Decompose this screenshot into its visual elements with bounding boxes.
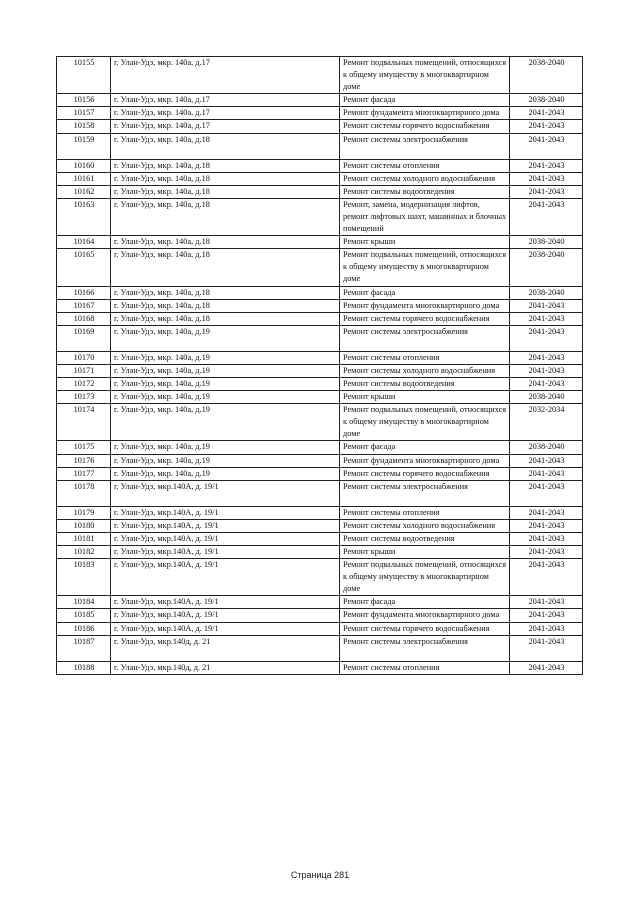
row-number: 10186 — [57, 622, 111, 635]
row-address: г. Улан-Удэ, мкр.140д, д. 21 — [111, 635, 340, 661]
row-work-type: Ремонт крыши — [340, 546, 510, 559]
row-period: 2041-2043 — [510, 609, 583, 622]
row-address: г. Улан-Удэ, мкр.140А, д. 19/1 — [111, 519, 340, 532]
table-row — [57, 546, 583, 559]
row-work-type: Ремонт системы отопления — [340, 506, 510, 519]
row-work-type: Ремонт подвальных помещений, относящихся к общему имуществу в многоквартирном доме — [340, 404, 510, 441]
row-period: 2041-2043 — [510, 159, 583, 172]
table-row — [57, 286, 583, 299]
row-number: 10178 — [57, 480, 111, 506]
table-row — [57, 596, 583, 609]
table-row — [57, 622, 583, 635]
table-row — [57, 236, 583, 249]
row-number: 10159 — [57, 133, 111, 159]
row-number: 10187 — [57, 635, 111, 661]
row-address: г. Улан-Удэ, мкр. 140а, д.18 — [111, 312, 340, 325]
row-number: 10177 — [57, 467, 111, 480]
row-address: г. Улан-Удэ, мкр. 140а, д.19 — [111, 325, 340, 351]
table-row — [57, 454, 583, 467]
table-row — [57, 404, 583, 441]
row-address: г. Улан-Удэ, мкр. 140а, д.17 — [111, 107, 340, 120]
row-work-type: Ремонт системы электроснабжения — [340, 635, 510, 661]
table-row — [57, 159, 583, 172]
row-work-type: Ремонт подвальных помещений, относящихся к общему имуществу в многоквартирном доме — [340, 57, 510, 94]
row-period: 2041-2043 — [510, 312, 583, 325]
row-period: 2041-2043 — [510, 454, 583, 467]
row-period: 2041-2043 — [510, 635, 583, 661]
row-period: 2041-2043 — [510, 299, 583, 312]
row-work-type: Ремонт фундамента многоквартирного дома — [340, 107, 510, 120]
page-number: Страница 281 — [290, 870, 350, 880]
row-address: г. Улан-Удэ, мкр. 140а, д.19 — [111, 454, 340, 467]
row-address: г. Улан-Удэ, мкр. 140а, д.18 — [111, 299, 340, 312]
row-period: 2041-2043 — [510, 120, 583, 133]
row-address: г. Улан-Удэ, мкр.140А, д. 19/1 — [111, 506, 340, 519]
row-number: 10156 — [57, 94, 111, 107]
table-row — [57, 312, 583, 325]
row-address: г. Улан-Удэ, мкр.140А, д. 19/1 — [111, 622, 340, 635]
row-number: 10183 — [57, 559, 111, 596]
row-address: г. Улан-Удэ, мкр. 140а, д.19 — [111, 404, 340, 441]
table-row — [57, 198, 583, 235]
row-period: 2032-2034 — [510, 404, 583, 441]
table-row — [57, 94, 583, 107]
row-period: 2041-2043 — [510, 596, 583, 609]
row-period: 2041-2043 — [510, 325, 583, 351]
row-period: 2041-2043 — [510, 559, 583, 596]
row-address: г. Улан-Удэ, мкр. 140а, д.18 — [111, 159, 340, 172]
row-number: 10162 — [57, 185, 111, 198]
row-number: 10175 — [57, 441, 111, 454]
row-work-type: Ремонт системы электроснабжения — [340, 133, 510, 159]
row-work-type: Ремонт системы водоотведения — [340, 377, 510, 390]
row-address: г. Улан-Удэ, мкр. 140а, д.17 — [111, 120, 340, 133]
table-row — [57, 120, 583, 133]
row-work-type: Ремонт системы электроснабжения — [340, 480, 510, 506]
row-period: 2041-2043 — [510, 519, 583, 532]
row-work-type: Ремонт фундамента многоквартирного дома — [340, 609, 510, 622]
row-period: 2041-2043 — [510, 198, 583, 235]
table-row — [57, 391, 583, 404]
row-address: г. Улан-Удэ, мкр.140д, д. 21 — [111, 661, 340, 674]
row-period: 2041-2043 — [510, 133, 583, 159]
row-address: г. Улан-Удэ, мкр. 140а, д.17 — [111, 94, 340, 107]
row-number: 10155 — [57, 57, 111, 94]
row-number: 10167 — [57, 299, 111, 312]
row-period: 2041-2043 — [510, 622, 583, 635]
table-row — [57, 325, 583, 351]
row-number: 10164 — [57, 236, 111, 249]
row-address: г. Улан-Удэ, мкр. 140а, д.18 — [111, 172, 340, 185]
row-period: 2041-2043 — [510, 467, 583, 480]
row-work-type: Ремонт фасада — [340, 596, 510, 609]
table-body — [57, 57, 583, 675]
row-number: 10179 — [57, 506, 111, 519]
table-row — [57, 661, 583, 674]
row-address: г. Улан-Удэ, мкр. 140а, д.18 — [111, 249, 340, 286]
row-number: 10168 — [57, 312, 111, 325]
table-row — [57, 532, 583, 545]
row-address: г. Улан-Удэ, мкр.140А, д. 19/1 — [111, 596, 340, 609]
row-work-type: Ремонт фундамента многоквартирного дома — [340, 299, 510, 312]
row-period: 2038-2040 — [510, 286, 583, 299]
row-period: 2041-2043 — [510, 107, 583, 120]
row-period: 2038-2040 — [510, 57, 583, 94]
table-row — [57, 299, 583, 312]
repair-schedule-table — [56, 56, 583, 675]
table-row — [57, 364, 583, 377]
row-number: 10166 — [57, 286, 111, 299]
row-number: 10165 — [57, 249, 111, 286]
row-work-type: Ремонт системы горячего водоснабжения — [340, 312, 510, 325]
row-address: г. Улан-Удэ, мкр.140А, д. 19/1 — [111, 532, 340, 545]
row-work-type: Ремонт системы холодного водоснабжения — [340, 172, 510, 185]
row-number: 10171 — [57, 364, 111, 377]
table-row — [57, 559, 583, 596]
row-period: 2041-2043 — [510, 377, 583, 390]
row-work-type: Ремонт системы отопления — [340, 159, 510, 172]
row-work-type: Ремонт фасада — [340, 441, 510, 454]
row-address: г. Улан-Удэ, мкр. 140а, д.19 — [111, 441, 340, 454]
table-row — [57, 133, 583, 159]
row-address: г. Улан-Удэ, мкр.140А, д. 19/1 — [111, 559, 340, 596]
row-address: г. Улан-Удэ, мкр. 140а, д.19 — [111, 364, 340, 377]
row-number: 10184 — [57, 596, 111, 609]
table-row — [57, 506, 583, 519]
row-address: г. Улан-Удэ, мкр.140А, д. 19/1 — [111, 480, 340, 506]
table-row — [57, 107, 583, 120]
table-row — [57, 377, 583, 390]
row-period: 2038-2040 — [510, 391, 583, 404]
row-number: 10180 — [57, 519, 111, 532]
row-address: г. Улан-Удэ, мкр. 140а, д.18 — [111, 133, 340, 159]
row-period: 2041-2043 — [510, 351, 583, 364]
row-number: 10176 — [57, 454, 111, 467]
row-work-type: Ремонт системы горячего водоснабжения — [340, 467, 510, 480]
row-period: 2038-2040 — [510, 441, 583, 454]
row-address: г. Улан-Удэ, мкр.140А, д. 19/1 — [111, 546, 340, 559]
row-period: 2041-2043 — [510, 172, 583, 185]
table-row — [57, 249, 583, 286]
row-period: 2041-2043 — [510, 364, 583, 377]
row-number: 10158 — [57, 120, 111, 133]
table-row — [57, 635, 583, 661]
row-number: 10157 — [57, 107, 111, 120]
table-row — [57, 351, 583, 364]
row-number: 10170 — [57, 351, 111, 364]
row-work-type: Ремонт системы холодного водоснабжения — [340, 364, 510, 377]
row-address: г. Улан-Удэ, мкр.140А, д. 19/1 — [111, 609, 340, 622]
row-work-type: Ремонт, замена, модернизация лифтов, ремонт лифтовых шахт, машинных и блочных помещений — [340, 198, 510, 235]
row-work-type: Ремонт фундамента многоквартирного дома — [340, 454, 510, 467]
row-number: 10182 — [57, 546, 111, 559]
table-row — [57, 57, 583, 94]
row-work-type: Ремонт системы отопления — [340, 351, 510, 364]
row-number: 10185 — [57, 609, 111, 622]
row-work-type: Ремонт системы отопления — [340, 661, 510, 674]
row-number: 10173 — [57, 391, 111, 404]
row-number: 10169 — [57, 325, 111, 351]
row-work-type: Ремонт подвальных помещений, относящихся к общему имуществу в многоквартирном доме — [340, 249, 510, 286]
row-period: 2038-2040 — [510, 236, 583, 249]
row-address: г. Улан-Удэ, мкр. 140а, д.19 — [111, 467, 340, 480]
row-number: 10163 — [57, 198, 111, 235]
row-work-type: Ремонт системы горячего водоснабжения — [340, 120, 510, 133]
table-row — [57, 185, 583, 198]
row-work-type: Ремонт системы холодного водоснабжения — [340, 519, 510, 532]
row-work-type: Ремонт фасада — [340, 286, 510, 299]
row-period: 2038-2040 — [510, 249, 583, 286]
table-row — [57, 609, 583, 622]
row-work-type: Ремонт системы электроснабжения — [340, 325, 510, 351]
row-work-type: Ремонт системы горячего водоснабжения — [340, 622, 510, 635]
row-address: г. Улан-Удэ, мкр. 140а, д.17 — [111, 57, 340, 94]
row-address: г. Улан-Удэ, мкр. 140а, д.18 — [111, 198, 340, 235]
row-work-type: Ремонт крыши — [340, 236, 510, 249]
table-row — [57, 480, 583, 506]
row-work-type: Ремонт крыши — [340, 391, 510, 404]
row-work-type: Ремонт подвальных помещений, относящихся к общему имуществу в многоквартирном доме — [340, 559, 510, 596]
row-address: г. Улан-Удэ, мкр. 140а, д.18 — [111, 185, 340, 198]
row-address: г. Улан-Удэ, мкр. 140а, д.19 — [111, 391, 340, 404]
row-number: 10174 — [57, 404, 111, 441]
table-row — [57, 172, 583, 185]
row-period: 2041-2043 — [510, 661, 583, 674]
row-period: 2041-2043 — [510, 185, 583, 198]
row-period: 2038-2040 — [510, 94, 583, 107]
row-number: 10188 — [57, 661, 111, 674]
document-page — [56, 56, 582, 675]
row-work-type: Ремонт системы водоотведения — [340, 185, 510, 198]
table-row — [57, 519, 583, 532]
row-work-type: Ремонт фасада — [340, 94, 510, 107]
row-number: 10160 — [57, 159, 111, 172]
row-period: 2041-2043 — [510, 480, 583, 506]
row-period: 2041-2043 — [510, 532, 583, 545]
row-address: г. Улан-Удэ, мкр. 140а, д.19 — [111, 377, 340, 390]
row-work-type: Ремонт системы водоотведения — [340, 532, 510, 545]
row-number: 10181 — [57, 532, 111, 545]
row-period: 2041-2043 — [510, 546, 583, 559]
row-number: 10161 — [57, 172, 111, 185]
table-row — [57, 441, 583, 454]
row-address: г. Улан-Удэ, мкр. 140а, д.19 — [111, 351, 340, 364]
row-period: 2041-2043 — [510, 506, 583, 519]
row-address: г. Улан-Удэ, мкр. 140а, д.18 — [111, 236, 340, 249]
row-address: г. Улан-Удэ, мкр. 140а, д.18 — [111, 286, 340, 299]
row-number: 10172 — [57, 377, 111, 390]
table-row — [57, 467, 583, 480]
